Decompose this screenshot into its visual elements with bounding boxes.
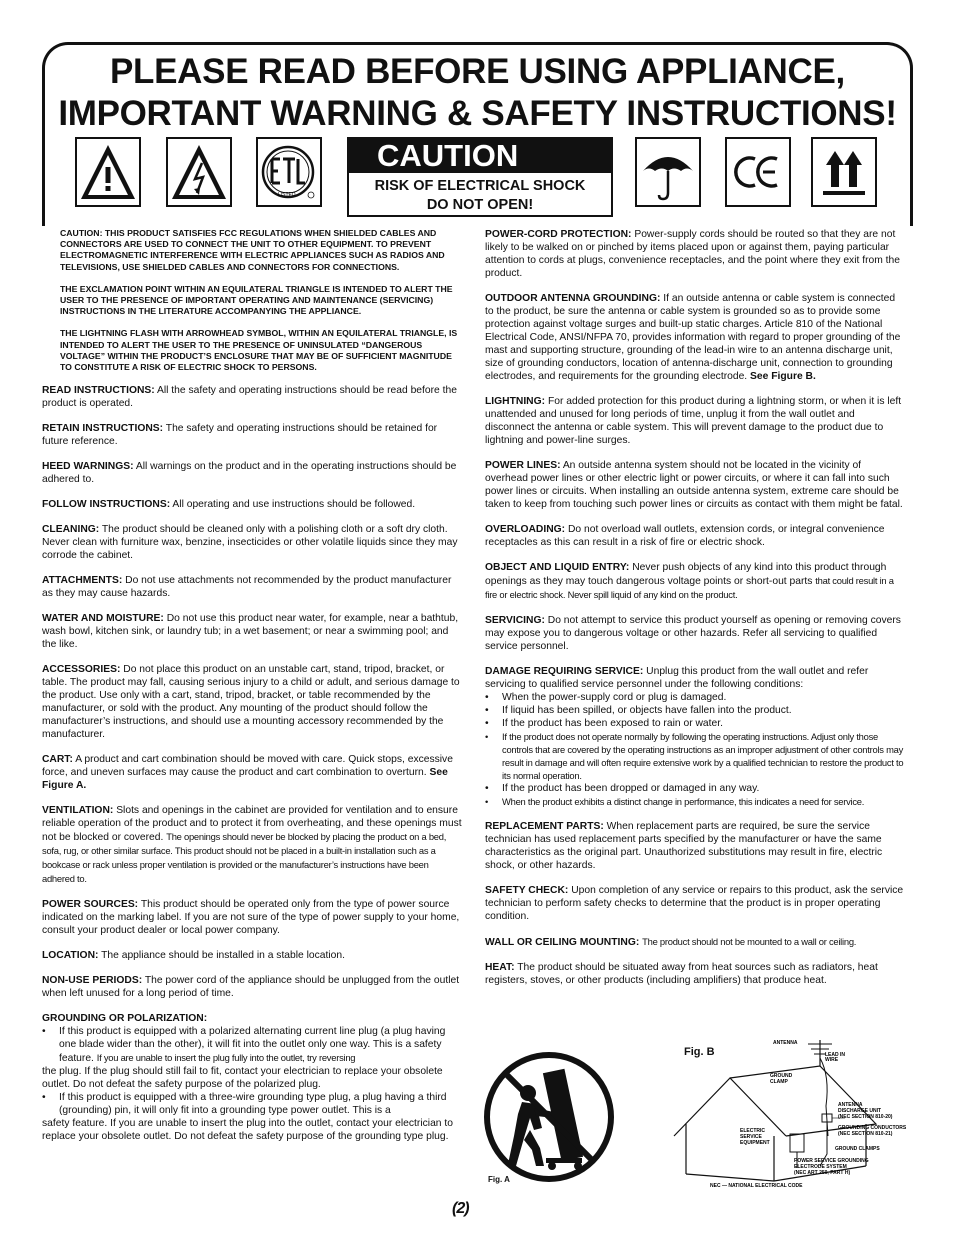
heading: NON-USE PERIODS: <box>42 975 143 987</box>
section-wall-or-ceiling-mounting <box>485 935 905 949</box>
label-service: SERVICE <box>740 1134 762 1140</box>
right-column <box>485 228 905 999</box>
label-electric: ELECTRIC <box>740 1128 765 1134</box>
body: If an outside antenna or cable system is connected to the product, be sure the antenna or cable system is grounded so as to provide some protection against voltage surges and built-up static charges. <box>485 293 896 330</box>
body: All the safety and operating instructions should be read before the product is operated. <box>42 385 457 410</box>
header-box <box>42 42 913 226</box>
body-cont: swimming pool; and the like. <box>42 626 449 651</box>
fcc-caution-note: CAUTION: THIS PRODUCT SATISFIES FCC REGULATIONS WHEN SHIELDED CABLES AND CONNECTORS ARE USED TO CONNECT THE UNIT TO OTHER EQUIPMENT. TO PREVENT ELECTROMAGNETIC INTERFERENCE WITH ELECTRIC APPLIANCES SUCH AS RADIOS AND TELEVISIONS, USE SHIELDED CABLES AND CONNECTORS FOR CONNECTIONS. <box>60 228 445 272</box>
body: Upon completion of any service or repairs to this product, ask the service technician to perform safety checks to determine that the product is in <box>485 885 904 909</box>
page-title-line1: PLEASE READ BEFORE USING APPLIANCE, <box>110 52 845 91</box>
body: Do not attempt to service this product yourself as opening or removing covers may expose you to dangerous voltage or other hazards. Refer all servicing to qualified service personnel. <box>485 615 901 652</box>
label-lead-in: LEAD IN <box>825 1052 845 1058</box>
body: Unplug this product from the wall outlet and refer servicing to qualified service personnel under the following conditions: <box>485 666 869 690</box>
section-ventilation <box>42 804 462 886</box>
heading: SAFETY CHECK: <box>485 885 569 896</box>
heading: LIGHTNING: <box>485 396 546 407</box>
body: Do not use attachments not recommended by the product manufacturer as they may cause hazards. <box>42 575 452 600</box>
section-servicing <box>485 614 905 653</box>
heading: WATER AND MOISTURE: <box>42 613 164 625</box>
caution-title: CAUTION <box>349 139 611 173</box>
caution-line1: RISK OF ELECTRICAL SHOCK <box>374 178 586 194</box>
body-cont: Article 810 of the National Electrical Code, ANSI/NFPA 70, provides information with regard to proper grounding of the mast and supporting structure, grounding of the lead-in wire to an antenna discharge unit, size of grounding conductors, location <box>485 319 901 369</box>
section-read-instructions <box>42 384 462 410</box>
list-item: • If liquid has been spilled, or objects have fallen into the product. <box>485 704 905 717</box>
heading: ACCESSORIES: <box>42 664 121 676</box>
lightning-note: THE LIGHTNING FLASH WITH ARROWHEAD SYMBOL, WITHIN AN EQUILATERAL TRIANGLE, IS INTENDED TO ALERT THE USER TO THE PRESENCE OF UNINSULATED “DANGEROUS VOLTAGE” WITHIN THE PRODUCT’S ENCLOSURE THAT MAY BE OF SUFFICIENT MAGNITUDE TO CONSTITUTE A RISK OF ELECTRIC SHOCK TO PERSONS. <box>60 328 458 373</box>
list-item: • When the power-supply cord or plug is damaged. <box>485 691 905 704</box>
body: This product should be operated only from the type of power source indicated on the marking label. If you are not sure of the type of power <box>42 899 450 924</box>
section-location <box>42 949 462 962</box>
section-grounding <box>42 1012 462 1143</box>
antenna-grounding-diagram <box>670 1036 915 1188</box>
section-overloading <box>485 523 905 549</box>
body: Never push objects of any kind into this product through openings as they may touch dangerous voltage points or short-out parts <box>485 562 887 587</box>
section-water-and-moisture <box>42 612 462 651</box>
body: The safety and operating instructions should be retained for future reference. <box>42 423 438 448</box>
section-heed-warnings <box>42 460 462 486</box>
heading: POWER LINES: <box>485 460 561 471</box>
label-grounding-conductors: GROUNDING CONDUCTORS <box>838 1125 907 1131</box>
body: The appliance should be installed in a stable location. <box>101 950 345 962</box>
left-column <box>42 228 462 1155</box>
heading: OBJECT AND LIQUID ENTRY: <box>485 562 630 573</box>
heading: LOCATION: <box>42 950 99 962</box>
etl-listed-icon <box>256 137 322 207</box>
body-cont: product due to lightning and power-line surges. <box>485 422 884 446</box>
body-cont: these openings must not be blocked or covered. <box>42 818 462 844</box>
caution-line2: DO NOT OPEN! <box>426 197 534 213</box>
heading: HEAT: <box>485 962 515 973</box>
body: The power cord of the appliance should be unplugged from the outlet when left unused for a long period of time. <box>42 975 460 1000</box>
label-equipment: EQUIPMENT <box>740 1140 770 1146</box>
body: For added protection for this product during a lightning storm, or when it is left unattended and unused for long periods of time, unplug it from the wall outlet and disconnect the antenna or cable system. This will prevent damage to the <box>485 396 902 433</box>
label-ground-clamps: GROUND CLAMPS <box>835 1146 880 1152</box>
list-item: • If the product does not operate normally by following the operating instructions. Adjust only those controls that are covered by the operating instructions as an improper adjustment of other controls may result in damage and will often require extensive work by a qualified technician to restore the product to its normal operation. <box>485 730 905 782</box>
label-antenna-discharge: ANTENNA <box>838 1102 863 1108</box>
section-power-sources <box>42 898 462 937</box>
bullet-continuation: safety feature. If you are unable to insert the plug into the outlet, contact your electrician to replace your obsolete outlet. Do not defeat the safety purpose of the grounding type plug. <box>42 1118 453 1143</box>
heading: SERVICING: <box>485 615 545 626</box>
list-item <box>42 1025 462 1065</box>
section-attachments <box>42 574 462 600</box>
page-number: (2) <box>452 1200 469 1217</box>
exclamation-note: THE EXCLAMATION POINT WITHIN AN EQUILATERAL TRIANGLE IS INTENDED TO ALERT THE USER TO THE PRESENCE OF IMPORTANT OPERATING AND MAINTENANCE (SERVICING) INSTRUCTIONS IN THE LITERATURE ACCOMPANYING THE APPLIANCE. <box>60 283 453 317</box>
list-item: • If the product has been exposed to rain or water. <box>485 717 905 730</box>
body: The product should not be mounted to a wall or ceiling. <box>642 936 857 947</box>
heading: ATTACHMENTS: <box>42 575 123 587</box>
see-figure-b: See Figure B. <box>750 371 816 382</box>
section-damage-requiring-service <box>485 665 905 808</box>
figure-b-label: Fig. B <box>684 1046 715 1058</box>
body: Do not overload wall outlets, extension cords, or integral convenience receptacles as this can result in a risk of fire or electric shock. <box>485 524 885 548</box>
heading: OVERLOADING: <box>485 524 566 535</box>
section-lightning <box>485 395 905 447</box>
section-accessories <box>42 663 462 741</box>
heading: HEED WARNINGS: <box>42 461 134 473</box>
body: All warnings on the product and in the operating instructions should be adhered to. <box>42 461 457 486</box>
list-item <box>42 1091 462 1117</box>
body-cont: proper operating condition. <box>485 898 881 922</box>
heading: WALL OR CEILING MOUNTING: <box>485 937 640 948</box>
body: An outside antenna system should not be located in the vicinity of overhead power lines or other electric light or power circuits, or where it can fall into such power lines or circuits. When installing an outside antenna system, extreme care should be taken to keep from touching such power lines or circuits as contact with them might be fatal. <box>485 460 903 510</box>
section-outdoor-antenna-grounding <box>485 292 905 383</box>
heading: OUTDOOR ANTENNA GROUNDING: <box>485 293 661 304</box>
bullet-text: If this product is equipped with a three-wire grounding type plug, a plug having a third (grounding) pin, it will only fit into a grounding type power outlet. This is a <box>59 1092 447 1117</box>
heading: DAMAGE REQUIRING SERVICE: <box>485 666 644 677</box>
label-antenna: ANTENNA <box>773 1040 798 1046</box>
label-nec-art-250: (NEC ART 250, PART H) <box>794 1170 851 1176</box>
label-nec-810-21: (NEC SECTION 810-21) <box>838 1131 893 1137</box>
body: The product should be cleaned only with a polishing cloth or a soft dry cloth. Never clean with furniture wax, benzine, insecticides or other volatile liquids since they may corrode the cabinet. <box>42 524 458 562</box>
cart-tip-over-warning-icon <box>484 1048 614 1186</box>
figure-a-label: Fig. A <box>488 1175 510 1184</box>
label-discharge-unit: DISCHARGE UNIT <box>838 1108 882 1114</box>
section-replacement-parts <box>485 820 905 872</box>
umbrella-icon <box>635 137 701 207</box>
body: Slots and openings in the cabinet are provided for ventilation and to ensure reliable operation of the product and to protect it from overheating, and <box>42 805 458 830</box>
section-cleaning <box>42 523 462 562</box>
section-heat <box>485 961 905 987</box>
caution-panel <box>347 137 613 217</box>
heading: CLEANING: <box>42 524 100 536</box>
section-power-cord-protection <box>485 228 905 280</box>
label-electrode-system: ELECTRODE SYSTEM <box>794 1164 847 1170</box>
lightning-triangle-icon <box>166 137 232 207</box>
label-nec-note: NEC — NATIONAL ELECTRICAL CODE <box>710 1183 803 1188</box>
label-nec-810-20: (NEC SECTION 810-20) <box>838 1114 893 1120</box>
heading: POWER-CORD PROTECTION: <box>485 229 632 240</box>
body-small: The openings should never be blocked by placing the product on a bed, sofa, rug, or other similar surface. This product should not be placed in a built-in installation such as a bookcase or rack unless proper ventilation is provided or the manufacturer’s instructions have been adhered to. <box>42 831 447 885</box>
bullet-continuation: the plug. If the plug should still fail to fit, contact your electrician to replace your obsolete outlet. Do not defeat the safety purpose of the polarized plug. <box>42 1066 443 1091</box>
this-way-up-icon <box>811 137 877 207</box>
label-ground: GROUND <box>770 1073 793 1079</box>
heading: REPLACEMENT PARTS: <box>485 821 604 832</box>
heading: GROUNDING OR POLARIZATION: <box>42 1013 208 1025</box>
body: All operating and use instructions should be followed. <box>172 499 416 511</box>
section-follow-instructions <box>42 498 462 511</box>
list-item: • If the product has been dropped or damaged in any way. <box>485 782 905 795</box>
label-power-service-grounding: POWER SERVICE GROUNDING <box>794 1158 869 1164</box>
bullet-text: If this product is equipped with a polarized alternating current line plug (a plug having one blade wider than the other), it will fit into the outlet only one way. This is a safety feature. <box>59 1026 446 1065</box>
body: Do not place this product on an unstable cart, stand, tripod, bracket, or table. The product may fall, causing serious injury to a child or adult, and serious damage to the product. Use only with a cart, stand, tripod, bracket, or table recommended by the manufacturer, or sold with the product. Any mounting of the product should follow the manufacturer’s instructions, and should use a mounting accessory recommended by the manufacturer. <box>42 664 460 741</box>
see-figure-a: See Figure A. <box>42 767 448 792</box>
bullet-text-small: If you are unable to insert the plug fully into the outlet, try reversing <box>96 1052 356 1064</box>
body: When replacement parts are required, be sure the service technician has used replacement parts specified by the manufacturer or have the same characteristics as the original part. Unauthorized substitutions may result in fire, electric shock, or other hazards. <box>485 821 883 871</box>
heading: RETAIN INSTRUCTIONS: <box>42 423 164 435</box>
section-object-and-liquid-entry <box>485 561 905 602</box>
section-retain-instructions <box>42 422 462 448</box>
heading: READ INSTRUCTIONS: <box>42 385 155 397</box>
heading: CART: <box>42 754 73 766</box>
section-cart <box>42 753 462 792</box>
section-safety-check <box>485 884 905 923</box>
label-clamp: CLAMP <box>770 1079 788 1085</box>
body-cont: supply to your home, consult your product dealer or local power company. <box>42 912 460 937</box>
heading: POWER SOURCES: <box>42 899 139 911</box>
body: The product should be situated away from heat sources such as radiators, heat registers, stoves, or other products (including amplifiers) that produce heat. <box>485 962 878 986</box>
list-item: • When the product exhibits a distinct change in performance, this indicates a need for service. <box>485 795 905 808</box>
label-wire: WIRE <box>825 1057 839 1063</box>
page-title-line2: IMPORTANT WARNING & SAFETY INSTRUCTIONS! <box>58 94 897 133</box>
body: Power-supply cords should be routed so that they are not likely to be walked on or pinched by items placed upon or against them, paying particular attention to cords at plugs, convenience receptacles, and the point where they exit from the product. <box>485 229 900 279</box>
body: A product and cart combination should be moved with care. Quick stops, excessive force, and uneven surfaces may cause the product and cart combination to overturn. <box>42 754 453 779</box>
etl-listed-text: LISTED <box>278 192 296 198</box>
heading: VENTILATION: <box>42 805 114 817</box>
body: Do not use this product near water, for example, near a bathtub, wash bowl, kitchen sink, or laundry tub; in a wet basement; or near a <box>42 613 459 638</box>
ce-mark-icon <box>725 137 791 207</box>
section-non-use-periods <box>42 974 462 1000</box>
heading: FOLLOW INSTRUCTIONS: <box>42 499 171 511</box>
exclamation-triangle-icon <box>75 137 141 207</box>
body-small: that could result in a fire or electric shock. Never spill liquid of any kind on the product. <box>485 575 894 600</box>
section-power-lines <box>485 459 905 511</box>
body-cont2: of antenna-discharge unit, connection to grounding electrodes, and requirements for the grounding electrode. <box>485 358 893 382</box>
